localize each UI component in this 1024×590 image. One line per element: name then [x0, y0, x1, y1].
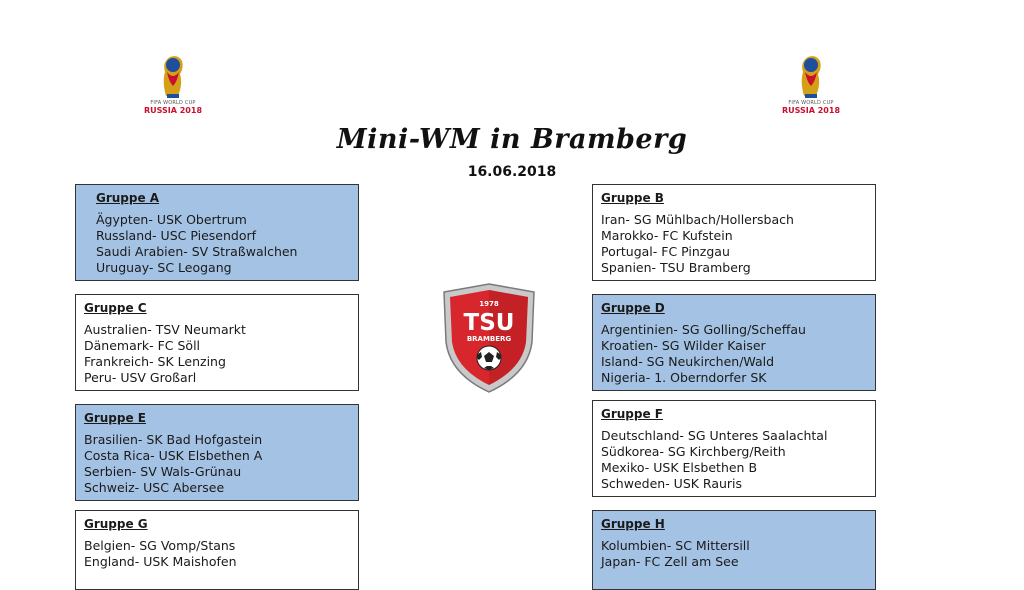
team-entry: Iran- SG Mühlbach/Hollersbach: [601, 212, 794, 227]
team-entry: England- USK Maishofen: [84, 554, 237, 569]
group-title: Gruppe C: [84, 301, 147, 315]
group-c-box: [75, 294, 359, 391]
group-d-box: [592, 294, 876, 391]
group-title: Gruppe H: [601, 517, 665, 531]
group-title: Gruppe B: [601, 191, 664, 205]
team-entry: Spanien- TSU Bramberg: [601, 260, 751, 275]
team-entry: Portugal- FC Pinzgau: [601, 244, 730, 259]
team-entry: Serbien- SV Wals-Grünau: [84, 464, 242, 479]
team-entry: Uruguay- SC Leogang: [96, 260, 232, 275]
team-entry: Südkorea- SG Kirchberg/Reith: [601, 444, 786, 459]
crest-name: TSU: [463, 310, 515, 336]
logo-caption: RUSSIA 2018: [143, 106, 203, 115]
team-entry: Schweiz- USC Abersee: [84, 480, 225, 495]
team-entry: Deutschland- SG Unteres Saalachtal: [601, 428, 828, 443]
team-entry: Marokko- FC Kufstein: [601, 228, 733, 243]
group-a-box: [75, 184, 359, 281]
crest-town: BRAMBERG: [466, 335, 512, 343]
team-entry: Kroatien- SG Wilder Kaiser: [601, 338, 766, 353]
trophy-icon: [794, 52, 828, 100]
group-b-box: [592, 184, 876, 281]
group-e-box: [75, 404, 359, 501]
team-entry: Belgien- SG Vomp/Stans: [84, 538, 236, 553]
team-entry: Island- SG Neukirchen/Wald: [601, 354, 775, 369]
group-f-box: [592, 400, 876, 497]
world-cup-logo-left: [128, 52, 218, 124]
team-entry: Nigeria- 1. Oberndorfer SK: [601, 370, 767, 385]
team-entry: Costa Rica- USK Elsbethen A: [84, 448, 263, 463]
group-title: Gruppe F: [601, 407, 664, 421]
logo-caption-small: FIFA WORLD CUP: [788, 100, 834, 106]
team-entry: Mexiko- USK Elsbethen B: [601, 460, 758, 475]
team-entry: Kolumbien- SC Mittersill: [601, 538, 750, 553]
team-entry: Brasilien- SK Bad Hofgastein: [84, 432, 263, 447]
logo-caption: RUSSIA 2018: [781, 106, 841, 115]
tsu-bramberg-crest: [440, 282, 538, 394]
group-title: Gruppe D: [601, 301, 665, 315]
team-entry: Japan- FC Zell am See: [601, 554, 739, 569]
team-entry: Peru- USV Großarl: [84, 370, 197, 385]
team-entry: Saudi Arabien- SV Straßwalchen: [96, 244, 298, 259]
group-h-box: [592, 510, 876, 590]
trophy-icon: [156, 52, 190, 100]
team-entry: Russland- USC Piesendorf: [96, 228, 257, 243]
team-entry: Schweden- USK Rauris: [601, 476, 743, 491]
team-entry: Australien- TSV Neumarkt: [84, 322, 246, 337]
team-entry: Argentinien- SG Golling/Scheffau: [601, 322, 806, 337]
group-g-box: [75, 510, 359, 590]
event-date: 16.06.2018: [467, 164, 557, 180]
team-entry: Ägypten- USK Obertrum: [96, 212, 247, 227]
page-title: Mini-WM in Bramberg: [336, 124, 688, 155]
world-cup-logo-right: [766, 52, 856, 124]
team-entry: Dänemark- FC Söll: [84, 338, 201, 353]
team-entry: Frankreich- SK Lenzing: [84, 354, 226, 369]
group-title: Gruppe A: [96, 191, 160, 205]
logo-caption-small: FIFA WORLD CUP: [150, 100, 196, 106]
group-title: Gruppe G: [84, 517, 148, 531]
group-title: Gruppe E: [84, 411, 147, 425]
crest-year: 1978: [479, 300, 499, 308]
